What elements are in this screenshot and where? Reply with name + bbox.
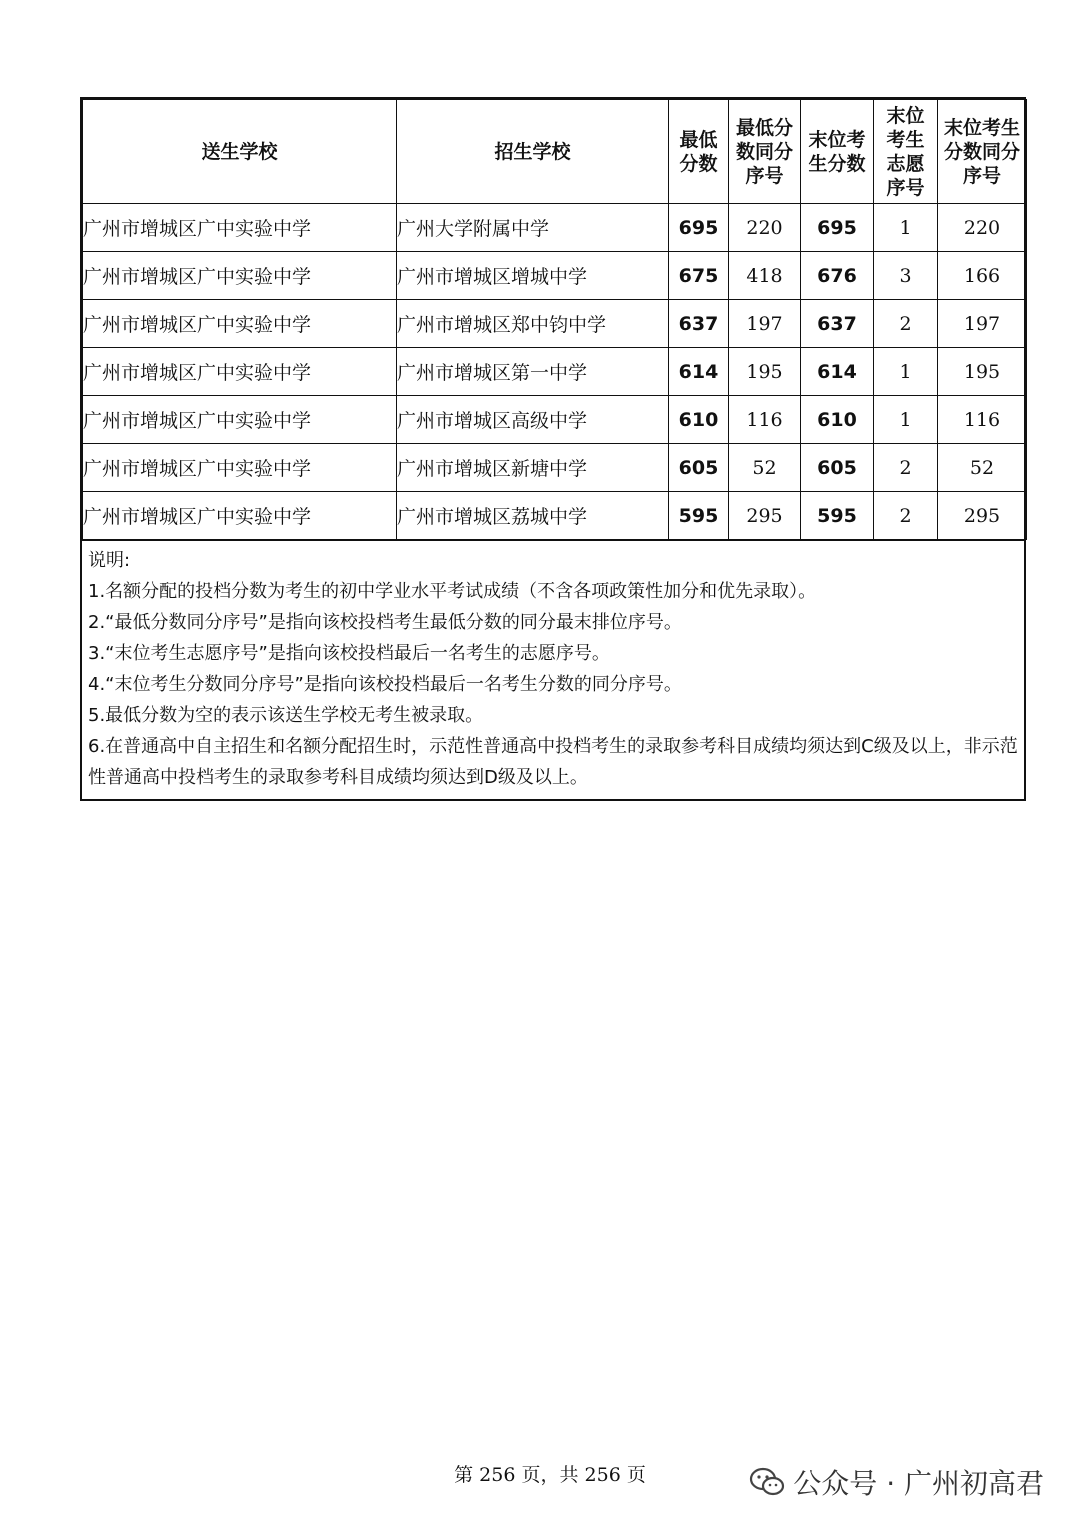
- watermark-text: 公众号 · 广州初高君: [793, 1467, 1044, 1500]
- table-row: [83, 492, 1027, 540]
- cell-last-score-rank: 295: [938, 492, 1027, 540]
- cell-min-score-rank: 116: [729, 396, 801, 444]
- header-min-score: 最低 分数: [669, 100, 729, 204]
- table-row: [83, 204, 1027, 252]
- cell-last-score: 695: [801, 204, 874, 252]
- cell-min-score-rank: 220: [729, 204, 801, 252]
- cell-last-score: 595: [801, 492, 874, 540]
- cell-last-score-rank: 220: [938, 204, 1027, 252]
- score-sheet: [80, 97, 1026, 801]
- header-last-score: 末位考 生分数: [801, 100, 874, 204]
- table-row: [83, 300, 1027, 348]
- cell-last-score-rank: 197: [938, 300, 1027, 348]
- cell-last-choice-no: 2: [874, 492, 938, 540]
- cell-min-score: 610: [669, 396, 729, 444]
- cell-last-score-rank: 195: [938, 348, 1027, 396]
- watermark: [749, 1462, 1044, 1502]
- table-row: [83, 444, 1027, 492]
- cell-sending-school: 广州市增城区广中实验中学: [83, 204, 397, 252]
- note-item: 1.名额分配的投档分数为考生的初中学业水平考试成绩（不含各项政策性加分和优先录取）。: [88, 581, 817, 602]
- cell-sending-school: 广州市增城区广中实验中学: [83, 396, 397, 444]
- cell-last-score: 676: [801, 252, 874, 300]
- notes-section: [82, 540, 1024, 799]
- cell-last-score: 637: [801, 300, 874, 348]
- cell-min-score: 637: [669, 300, 729, 348]
- cell-sending-school: 广州市增城区广中实验中学: [83, 444, 397, 492]
- cell-last-score-rank: 116: [938, 396, 1027, 444]
- cell-last-choice-no: 3: [874, 252, 938, 300]
- table-header-row: [83, 100, 1027, 204]
- header-sending-school: 送生学校: [83, 100, 397, 204]
- cell-last-score-rank: 166: [938, 252, 1027, 300]
- cell-min-score-rank: 197: [729, 300, 801, 348]
- cell-admitting-school: 广州市增城区高级中学: [397, 396, 669, 444]
- cell-last-score: 605: [801, 444, 874, 492]
- cell-min-score-rank: 52: [729, 444, 801, 492]
- admission-score-table: [82, 99, 1027, 540]
- cell-min-score: 614: [669, 348, 729, 396]
- cell-admitting-school: 广州市增城区第一中学: [397, 348, 669, 396]
- cell-min-score-rank: 418: [729, 252, 801, 300]
- table-row: [83, 252, 1027, 300]
- cell-min-score: 605: [669, 444, 729, 492]
- cell-sending-school: 广州市增城区广中实验中学: [83, 348, 397, 396]
- note-item: 6.在普通高中自主招生和名额分配招生时，示范性普通高中投档考生的录取参考科目成绩均须达到C级及以上，非示范性普通高中投档考生的录取参考科目成绩均须达到D级及以上。: [88, 736, 1018, 788]
- cell-admitting-school: 广州大学附属中学: [397, 204, 669, 252]
- cell-sending-school: 广州市增城区广中实验中学: [83, 252, 397, 300]
- cell-sending-school: 广州市增城区广中实验中学: [83, 300, 397, 348]
- cell-last-score: 614: [801, 348, 874, 396]
- cell-admitting-school: 广州市增城区郑中钧中学: [397, 300, 669, 348]
- cell-min-score: 675: [669, 252, 729, 300]
- cell-last-choice-no: 2: [874, 300, 938, 348]
- header-last-score-rank: 末位考生 分数同分 序号: [938, 100, 1027, 204]
- cell-min-score-rank: 295: [729, 492, 801, 540]
- cell-admitting-school: 广州市增城区新塘中学: [397, 444, 669, 492]
- wechat-icon: [749, 1467, 785, 1497]
- cell-last-choice-no: 2: [874, 444, 938, 492]
- notes-title: 说明:: [88, 550, 131, 571]
- note-item: 4.“末位考生分数同分序号”是指向该校投档最后一名考生分数的同分序号。: [88, 674, 682, 695]
- cell-min-score: 595: [669, 492, 729, 540]
- cell-admitting-school: 广州市增城区荔城中学: [397, 492, 669, 540]
- cell-min-score-rank: 195: [729, 348, 801, 396]
- note-item: 3.“末位考生志愿序号”是指向该校投档最后一名考生的志愿序号。: [88, 643, 610, 664]
- header-last-choice-no: 末位 考生 志愿 序号: [874, 100, 938, 204]
- page-number: 第 256 页，共 256 页: [454, 1464, 646, 1486]
- cell-admitting-school: 广州市增城区增城中学: [397, 252, 669, 300]
- cell-sending-school: 广州市增城区广中实验中学: [83, 492, 397, 540]
- table-row: [83, 396, 1027, 444]
- cell-last-choice-no: 1: [874, 396, 938, 444]
- header-admitting-school: 招生学校: [397, 100, 669, 204]
- cell-min-score: 695: [669, 204, 729, 252]
- header-min-score-rank: 最低分 数同分 序号: [729, 100, 801, 204]
- note-item: 2.“最低分数同分序号”是指向该校投档考生最低分数的同分最末排位序号。: [88, 612, 682, 633]
- cell-last-choice-no: 1: [874, 348, 938, 396]
- cell-last-score-rank: 52: [938, 444, 1027, 492]
- cell-last-choice-no: 1: [874, 204, 938, 252]
- table-row: [83, 348, 1027, 396]
- note-item: 5.最低分数为空的表示该送生学校无考生被录取。: [88, 705, 484, 726]
- cell-last-score: 610: [801, 396, 874, 444]
